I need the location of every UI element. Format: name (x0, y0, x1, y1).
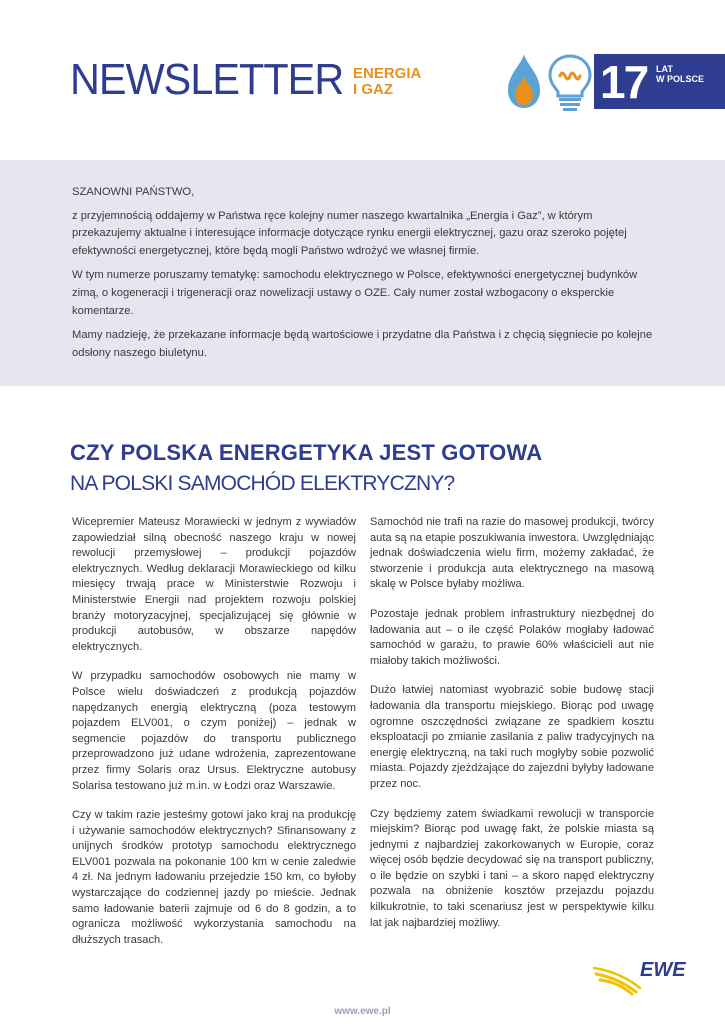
subtitle-line-2: I GAZ (353, 81, 393, 98)
intro-section (0, 160, 725, 386)
gas-flame-icon (508, 54, 540, 108)
intro-paragraph: Mamy nadzieję, że przekazane informacje będą wartościowe i przydatne dla Państwa i z chęcią sięgniecie po kolejne odsłony naszego biuletynu. (72, 329, 653, 359)
article-title: CZY POLSKA ENERGETYKA JEST GOTOWA (70, 440, 543, 465)
newsletter-subtitle (353, 66, 421, 98)
light-bulb-icon (550, 56, 590, 111)
article-subtitle: NA POLSKI SAMOCHÓD ELEKTRYCZNY? (70, 472, 455, 495)
badge-line-1: LAT (656, 64, 673, 74)
article-left-column (72, 515, 356, 962)
article-paragraph: Dużo łatwiej natomiast wyobrazić sobie budowę stacji ładowania dla transportu miejskiego. Biorąc pod uwagę ogromne oszczędności związane ze spadkiem kosztu eksploatacji po zmianie zasilania z paliw tradycyjnych na energię elektryczną, na taki ruch mogłyby sobie pozwolić miasta. Pojazdy zjeżdżające do zajezdni byłyby ładowane przez noc. (370, 684, 654, 790)
badge-number: 17 (600, 56, 648, 108)
subtitle-line-1: ENERGIA (353, 65, 422, 82)
article-paragraph: Czy w takim razie jesteśmy gotowi jako kraj na produkcję i używanie samochodów elektrycznych? Sfinansowany z unijnych środków prototyp samochodu elektrycznego ELV001 pozwala na pokonanie 100 km w cenie zaledwie 4 zł. Na jednym ładowaniu przejedzie 150 km, co byłoby wystarczające do codziennej jazdy po mieście. Jednak samo ładowanie baterii zajmuje od 6 do 8 godzin, a to ogranicza możliwość wykorzystania samochodu na dłuższych trasach. (72, 809, 356, 946)
article-paragraph: W przypadku samochodów osobowych nie mamy w Polsce wielu doświadczeń z produkcją pojazdów napędzanych energią elektryczną (poza testowym pojazdem ELV001, o czym poniżej) – jednak w segmencie pojazdów do transportu publicznego przeprowadzono już udane wdrożenia, zaprezentowane przez firmy Solaris oraz Ursus. Elektryczne autobusy Solarisa testowano już m.in. w Łodzi oraz Warszawie. (72, 670, 356, 792)
newsletter-title: NEWSLETTER (70, 55, 344, 104)
ewe-logo (592, 952, 692, 996)
logo-swoosh-icon (594, 968, 640, 994)
article-paragraph: Wicepremier Mateusz Morawiecki w jednym z wywiadów zapowiedział silną obecność naszego kraju w nowej rewolucji przemysłowej – produkcji pojazdów elektrycznych. Według deklaracji Morawieckiego od kilku miesięcy trwają prace w Ministerstwie Rozwoju i Ministerstwie Energii nad projektem rozwoju polskiej branży motoryzacyjnej, specjalizującej się głównie w produkcji autobusów, w obszarze napędów elektrycznych. (72, 516, 356, 653)
website-url[interactable]: www.ewe.pl (334, 1006, 391, 1017)
article-right-column (370, 515, 654, 945)
anniversary-badge (594, 54, 725, 109)
intro-paragraph: W tym numerze poruszamy tematykę: samochodu elektrycznego w Polsce, efektywności energetycznej budynków zimą, o kogeneracji i trigeneracji oraz nowelizacji ustawy o OZE. Cały numer został wzbogacony o eksperckie komentarze. (72, 269, 638, 317)
header-icons (500, 50, 595, 112)
logo-text: EWE (640, 959, 686, 981)
intro-greeting: SZANOWNI PAŃSTWO, (72, 186, 195, 198)
newsletter-header (0, 0, 725, 160)
badge-line-2: W POLSCE (656, 74, 705, 84)
article-paragraph: Czy będziemy zatem świadkami rewolucji w transporcie miejskim? Biorąc pod uwagę fakt, że polskie miasta są jednymi z najbardziej zakorkowanych w Europie, coraz więcej osób będzie decydować się na transport publiczny, o ile będzie on szybki i tani – a skoro napęd elektryczny pozwala na obniżenie kosztów przejazdu pojazdu kilkukrotnie, to taki scenariusz jest w perspektywie kilku lat jak najbardziej możliwy. (370, 807, 654, 929)
intro-paragraph: z przyjemnością oddajemy w Państwa ręce kolejny numer naszego kwartalnika „Energia i Gaz”, w którym przekazujemy aktualne i interesujące informacje dotyczące rynku energii elektrycznej, gazu oraz szeroko pojętej efektywności energetycznej, które będą mogli Państwo wdrożyć we własnej firmie. (72, 209, 627, 257)
article-paragraph: Pozostaje jednak problem infrastruktury niezbędnej do ładowania aut – o ile część Polaków mogłaby ładować samochód w garażu, to prawie 60% właścicieli aut nie miałoby takich możliwości. (370, 607, 654, 667)
article-paragraph: Samochód nie trafi na razie do masowej produkcji, twórcy auta są na etapie poszukiwania inwestora. Uwzględniając jednak doświadczenia wielu firm, możemy zakładać, że stworzenie i produkcja auta elektrycznego na masową skalę w Polsce byłaby możliwa. (370, 516, 654, 591)
